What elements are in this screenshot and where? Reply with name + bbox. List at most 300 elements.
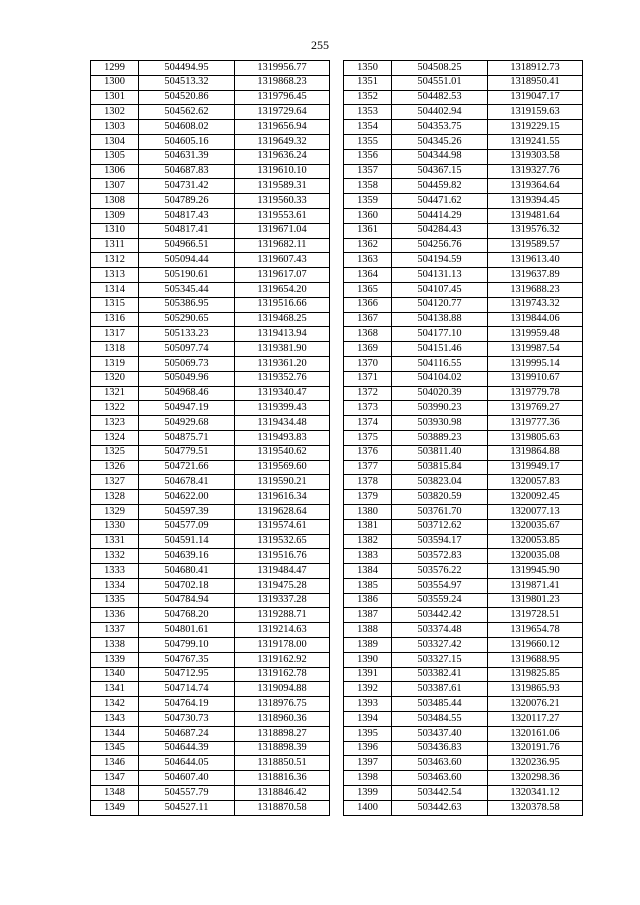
- point-number-cell: 1342: [91, 697, 139, 712]
- x-coordinate-cell: 504120.77: [392, 297, 488, 312]
- table-row: [344, 682, 583, 697]
- y-coordinate-cell: 1318960.36: [235, 712, 330, 727]
- table-row: [91, 268, 330, 283]
- table-row: [91, 549, 330, 564]
- x-coordinate-cell: 503442.54: [392, 786, 488, 801]
- point-number-cell: 1349: [91, 800, 139, 815]
- y-coordinate-cell: 1319574.61: [235, 519, 330, 534]
- table-row: [344, 253, 583, 268]
- x-coordinate-cell: 504104.02: [392, 371, 488, 386]
- table-row: [91, 208, 330, 223]
- point-number-cell: 1304: [91, 134, 139, 149]
- point-number-cell: 1364: [344, 268, 392, 283]
- table-row: [91, 608, 330, 623]
- point-number-cell: 1313: [91, 268, 139, 283]
- table-row: [91, 490, 330, 505]
- y-coordinate-cell: 1319493.83: [235, 430, 330, 445]
- point-number-cell: 1319: [91, 356, 139, 371]
- x-coordinate-cell: 504177.10: [392, 327, 488, 342]
- y-coordinate-cell: 1319616.34: [235, 490, 330, 505]
- point-number-cell: 1383: [344, 549, 392, 564]
- x-coordinate-cell: 503485.44: [392, 697, 488, 712]
- x-coordinate-cell: 503463.60: [392, 756, 488, 771]
- x-coordinate-cell: 504138.88: [392, 312, 488, 327]
- y-coordinate-cell: 1319394.45: [488, 194, 583, 209]
- x-coordinate-cell: 503594.17: [392, 534, 488, 549]
- point-number-cell: 1371: [344, 371, 392, 386]
- y-coordinate-cell: 1320076.21: [488, 697, 583, 712]
- table-row: [91, 697, 330, 712]
- table-row: [344, 194, 583, 209]
- point-number-cell: 1396: [344, 741, 392, 756]
- y-coordinate-cell: 1319589.31: [235, 179, 330, 194]
- table-row: [344, 504, 583, 519]
- point-number-cell: 1357: [344, 164, 392, 179]
- x-coordinate-cell: 504678.41: [139, 475, 235, 490]
- x-coordinate-cell: 504622.00: [139, 490, 235, 505]
- point-number-cell: 1336: [91, 608, 139, 623]
- table-row: [344, 282, 583, 297]
- x-coordinate-cell: 503811.40: [392, 445, 488, 460]
- x-coordinate-cell: 503327.15: [392, 652, 488, 667]
- point-number-cell: 1308: [91, 194, 139, 209]
- point-number-cell: 1353: [344, 105, 392, 120]
- y-coordinate-cell: 1319688.95: [488, 652, 583, 667]
- table-row: [91, 120, 330, 135]
- x-coordinate-cell: 505290.65: [139, 312, 235, 327]
- x-coordinate-cell: 504256.76: [392, 238, 488, 253]
- y-coordinate-cell: 1319340.47: [235, 386, 330, 401]
- x-coordinate-cell: 504731.42: [139, 179, 235, 194]
- point-number-cell: 1317: [91, 327, 139, 342]
- point-number-cell: 1378: [344, 475, 392, 490]
- x-coordinate-cell: 503761.70: [392, 504, 488, 519]
- y-coordinate-cell: 1319777.36: [488, 416, 583, 431]
- table-row: [344, 179, 583, 194]
- point-number-cell: 1332: [91, 549, 139, 564]
- y-coordinate-cell: 1320191.76: [488, 741, 583, 756]
- table-row: [91, 327, 330, 342]
- point-number-cell: 1363: [344, 253, 392, 268]
- table-row: [91, 75, 330, 90]
- table-row: [344, 638, 583, 653]
- table-row: [344, 268, 583, 283]
- table-row: [91, 756, 330, 771]
- x-coordinate-cell: 504644.05: [139, 756, 235, 771]
- y-coordinate-cell: 1319628.64: [235, 504, 330, 519]
- x-coordinate-cell: 504799.10: [139, 638, 235, 653]
- x-coordinate-cell: 503327.42: [392, 638, 488, 653]
- point-number-cell: 1348: [91, 786, 139, 801]
- x-coordinate-cell: 504730.73: [139, 712, 235, 727]
- table-row: [91, 238, 330, 253]
- point-number-cell: 1326: [91, 460, 139, 475]
- point-number-cell: 1322: [91, 401, 139, 416]
- x-coordinate-cell: 504107.45: [392, 282, 488, 297]
- y-coordinate-cell: 1319796.45: [235, 90, 330, 105]
- point-number-cell: 1300: [91, 75, 139, 90]
- y-coordinate-cell: 1319769.27: [488, 401, 583, 416]
- x-coordinate-cell: 504631.39: [139, 149, 235, 164]
- x-coordinate-cell: 504764.19: [139, 697, 235, 712]
- point-number-cell: 1323: [91, 416, 139, 431]
- y-coordinate-cell: 1319229.15: [488, 120, 583, 135]
- point-number-cell: 1366: [344, 297, 392, 312]
- x-coordinate-cell: 505345.44: [139, 282, 235, 297]
- table-row: [91, 652, 330, 667]
- x-coordinate-cell: 504966.51: [139, 238, 235, 253]
- table-row: [91, 786, 330, 801]
- point-number-cell: 1351: [344, 75, 392, 90]
- x-coordinate-cell: 504817.41: [139, 223, 235, 238]
- point-number-cell: 1386: [344, 593, 392, 608]
- point-number-cell: 1345: [91, 741, 139, 756]
- table-row: [344, 519, 583, 534]
- x-coordinate-cell: 504020.39: [392, 386, 488, 401]
- x-coordinate-cell: 505133.23: [139, 327, 235, 342]
- x-coordinate-cell: 503815.84: [392, 460, 488, 475]
- point-number-cell: 1306: [91, 164, 139, 179]
- x-coordinate-cell: 504702.18: [139, 578, 235, 593]
- y-coordinate-cell: 1319682.11: [235, 238, 330, 253]
- y-coordinate-cell: 1319610.10: [235, 164, 330, 179]
- point-number-cell: 1301: [91, 90, 139, 105]
- y-coordinate-cell: 1319178.00: [235, 638, 330, 653]
- y-coordinate-cell: 1318898.27: [235, 726, 330, 741]
- y-coordinate-cell: 1319613.40: [488, 253, 583, 268]
- y-coordinate-cell: 1319660.12: [488, 638, 583, 653]
- x-coordinate-cell: 504482.53: [392, 90, 488, 105]
- point-number-cell: 1337: [91, 623, 139, 638]
- y-coordinate-cell: 1319945.90: [488, 564, 583, 579]
- x-coordinate-cell: 504789.26: [139, 194, 235, 209]
- x-coordinate-cell: 504353.75: [392, 120, 488, 135]
- x-coordinate-cell: 504712.95: [139, 667, 235, 682]
- y-coordinate-cell: 1319288.71: [235, 608, 330, 623]
- x-coordinate-cell: 504784.94: [139, 593, 235, 608]
- y-coordinate-cell: 1320298.36: [488, 771, 583, 786]
- y-coordinate-cell: 1319381.90: [235, 342, 330, 357]
- point-number-cell: 1321: [91, 386, 139, 401]
- table-row: [344, 578, 583, 593]
- x-coordinate-cell: 503437.40: [392, 726, 488, 741]
- table-row: [344, 534, 583, 549]
- table-row: [91, 371, 330, 386]
- table-row: [344, 61, 583, 76]
- table-row: [344, 386, 583, 401]
- point-number-cell: 1380: [344, 504, 392, 519]
- y-coordinate-cell: 1319801.23: [488, 593, 583, 608]
- point-number-cell: 1377: [344, 460, 392, 475]
- point-number-cell: 1365: [344, 282, 392, 297]
- table-row: [91, 223, 330, 238]
- table-row: [91, 164, 330, 179]
- x-coordinate-cell: 505094.44: [139, 253, 235, 268]
- x-coordinate-cell: 504471.62: [392, 194, 488, 209]
- point-number-cell: 1325: [91, 445, 139, 460]
- table-row: [344, 401, 583, 416]
- point-number-cell: 1314: [91, 282, 139, 297]
- y-coordinate-cell: 1319484.47: [235, 564, 330, 579]
- y-coordinate-cell: 1320077.13: [488, 504, 583, 519]
- x-coordinate-cell: 504607.40: [139, 771, 235, 786]
- coordinates-table-right: [343, 60, 583, 816]
- point-number-cell: 1334: [91, 578, 139, 593]
- point-number-cell: 1340: [91, 667, 139, 682]
- y-coordinate-cell: 1318816.36: [235, 771, 330, 786]
- point-number-cell: 1355: [344, 134, 392, 149]
- table-row: [344, 416, 583, 431]
- y-coordinate-cell: 1318912.73: [488, 61, 583, 76]
- y-coordinate-cell: 1319241.55: [488, 134, 583, 149]
- y-coordinate-cell: 1319576.32: [488, 223, 583, 238]
- page-number: 255: [311, 38, 329, 52]
- x-coordinate-cell: 503823.04: [392, 475, 488, 490]
- y-coordinate-cell: 1319868.23: [235, 75, 330, 90]
- point-number-cell: 1312: [91, 253, 139, 268]
- y-coordinate-cell: 1319864.88: [488, 445, 583, 460]
- x-coordinate-cell: 504577.09: [139, 519, 235, 534]
- point-number-cell: 1369: [344, 342, 392, 357]
- table-row: [91, 445, 330, 460]
- y-coordinate-cell: 1319468.25: [235, 312, 330, 327]
- x-coordinate-cell: 504597.39: [139, 504, 235, 519]
- point-number-cell: 1376: [344, 445, 392, 460]
- table-row: [91, 771, 330, 786]
- point-number-cell: 1367: [344, 312, 392, 327]
- y-coordinate-cell: 1319399.43: [235, 401, 330, 416]
- x-coordinate-cell: 504767.35: [139, 652, 235, 667]
- table-row: [344, 327, 583, 342]
- x-coordinate-cell: 504929.68: [139, 416, 235, 431]
- y-coordinate-cell: 1319779.78: [488, 386, 583, 401]
- point-number-cell: 1375: [344, 430, 392, 445]
- x-coordinate-cell: 504687.83: [139, 164, 235, 179]
- table-row: [344, 149, 583, 164]
- x-coordinate-cell: 504591.14: [139, 534, 235, 549]
- x-coordinate-cell: 504151.46: [392, 342, 488, 357]
- x-coordinate-cell: 504768.20: [139, 608, 235, 623]
- y-coordinate-cell: 1319987.54: [488, 342, 583, 357]
- table-row: [344, 297, 583, 312]
- y-coordinate-cell: 1319327.76: [488, 164, 583, 179]
- point-number-cell: 1398: [344, 771, 392, 786]
- y-coordinate-cell: 1319475.28: [235, 578, 330, 593]
- table-row: [91, 593, 330, 608]
- y-coordinate-cell: 1319728.51: [488, 608, 583, 623]
- y-coordinate-cell: 1319303.58: [488, 149, 583, 164]
- x-coordinate-cell: 503436.83: [392, 741, 488, 756]
- table-row: [91, 682, 330, 697]
- table-row: [91, 105, 330, 120]
- x-coordinate-cell: 503820.59: [392, 490, 488, 505]
- y-coordinate-cell: 1320236.95: [488, 756, 583, 771]
- x-coordinate-cell: 505049.96: [139, 371, 235, 386]
- table-row: [344, 312, 583, 327]
- x-coordinate-cell: 504494.95: [139, 61, 235, 76]
- x-coordinate-cell: 504779.51: [139, 445, 235, 460]
- x-coordinate-cell: 504414.29: [392, 208, 488, 223]
- point-number-cell: 1360: [344, 208, 392, 223]
- y-coordinate-cell: 1319617.07: [235, 268, 330, 283]
- point-number-cell: 1391: [344, 667, 392, 682]
- point-number-cell: 1379: [344, 490, 392, 505]
- point-number-cell: 1352: [344, 90, 392, 105]
- table-row: [344, 741, 583, 756]
- y-coordinate-cell: 1318950.41: [488, 75, 583, 90]
- y-coordinate-cell: 1319865.93: [488, 682, 583, 697]
- point-number-cell: 1338: [91, 638, 139, 653]
- table-row: [344, 549, 583, 564]
- y-coordinate-cell: 1319047.17: [488, 90, 583, 105]
- table-row: [91, 504, 330, 519]
- table-row: [344, 652, 583, 667]
- y-coordinate-cell: 1319481.64: [488, 208, 583, 223]
- table-row: [344, 445, 583, 460]
- table-row: [91, 90, 330, 105]
- x-coordinate-cell: 504459.82: [392, 179, 488, 194]
- table-row: [344, 490, 583, 505]
- x-coordinate-cell: 503572.83: [392, 549, 488, 564]
- table-row: [344, 564, 583, 579]
- y-coordinate-cell: 1319637.89: [488, 268, 583, 283]
- table-row: [91, 253, 330, 268]
- table-row: [91, 149, 330, 164]
- point-number-cell: 1397: [344, 756, 392, 771]
- x-coordinate-cell: 503463.60: [392, 771, 488, 786]
- point-number-cell: 1384: [344, 564, 392, 579]
- table-row: [344, 712, 583, 727]
- point-number-cell: 1394: [344, 712, 392, 727]
- x-coordinate-cell: 504557.79: [139, 786, 235, 801]
- x-coordinate-cell: 504520.86: [139, 90, 235, 105]
- y-coordinate-cell: 1319364.64: [488, 179, 583, 194]
- x-coordinate-cell: 504801.61: [139, 623, 235, 638]
- point-number-cell: 1341: [91, 682, 139, 697]
- x-coordinate-cell: 503382.41: [392, 667, 488, 682]
- point-number-cell: 1358: [344, 179, 392, 194]
- table-row: [344, 75, 583, 90]
- y-coordinate-cell: 1319532.65: [235, 534, 330, 549]
- point-number-cell: 1372: [344, 386, 392, 401]
- table-row: [344, 771, 583, 786]
- x-coordinate-cell: 504508.25: [392, 61, 488, 76]
- table-row: [344, 342, 583, 357]
- x-coordinate-cell: 504968.46: [139, 386, 235, 401]
- y-coordinate-cell: 1319361.20: [235, 356, 330, 371]
- table-row: [344, 105, 583, 120]
- y-coordinate-cell: 1319434.48: [235, 416, 330, 431]
- point-number-cell: 1399: [344, 786, 392, 801]
- x-coordinate-cell: 503559.24: [392, 593, 488, 608]
- y-coordinate-cell: 1319729.64: [235, 105, 330, 120]
- point-number-cell: 1303: [91, 120, 139, 135]
- y-coordinate-cell: 1319743.32: [488, 297, 583, 312]
- point-number-cell: 1393: [344, 697, 392, 712]
- table-row: [91, 401, 330, 416]
- y-coordinate-cell: 1319516.76: [235, 549, 330, 564]
- point-number-cell: 1329: [91, 504, 139, 519]
- table-row: [91, 519, 330, 534]
- x-coordinate-cell: 504562.62: [139, 105, 235, 120]
- point-number-cell: 1331: [91, 534, 139, 549]
- table-row: [344, 593, 583, 608]
- y-coordinate-cell: 1319516.66: [235, 297, 330, 312]
- table-row: [344, 475, 583, 490]
- x-coordinate-cell: 504721.66: [139, 460, 235, 475]
- y-coordinate-cell: 1319671.04: [235, 223, 330, 238]
- y-coordinate-cell: 1319844.06: [488, 312, 583, 327]
- table-row: [91, 297, 330, 312]
- point-number-cell: 1311: [91, 238, 139, 253]
- point-number-cell: 1333: [91, 564, 139, 579]
- y-coordinate-cell: 1319607.43: [235, 253, 330, 268]
- x-coordinate-cell: 503442.63: [392, 800, 488, 815]
- x-coordinate-cell: 503554.97: [392, 578, 488, 593]
- y-coordinate-cell: 1320053.85: [488, 534, 583, 549]
- table-row: [344, 786, 583, 801]
- table-row: [91, 416, 330, 431]
- x-coordinate-cell: 503576.22: [392, 564, 488, 579]
- table-row: [344, 371, 583, 386]
- point-number-cell: 1381: [344, 519, 392, 534]
- y-coordinate-cell: 1318898.39: [235, 741, 330, 756]
- y-coordinate-cell: 1319553.61: [235, 208, 330, 223]
- y-coordinate-cell: 1319959.48: [488, 327, 583, 342]
- x-coordinate-cell: 504644.39: [139, 741, 235, 756]
- x-coordinate-cell: 504402.94: [392, 105, 488, 120]
- y-coordinate-cell: 1319560.33: [235, 194, 330, 209]
- table-row: [91, 356, 330, 371]
- x-coordinate-cell: 504875.71: [139, 430, 235, 445]
- table-row: [91, 564, 330, 579]
- x-coordinate-cell: 504527.11: [139, 800, 235, 815]
- y-coordinate-cell: 1319654.20: [235, 282, 330, 297]
- y-coordinate-cell: 1319094.88: [235, 682, 330, 697]
- point-number-cell: 1400: [344, 800, 392, 815]
- x-coordinate-cell: 503930.98: [392, 416, 488, 431]
- x-coordinate-cell: 504947.19: [139, 401, 235, 416]
- y-coordinate-cell: 1320035.67: [488, 519, 583, 534]
- table-row: [91, 430, 330, 445]
- point-number-cell: 1343: [91, 712, 139, 727]
- y-coordinate-cell: 1320057.83: [488, 475, 583, 490]
- y-coordinate-cell: 1319805.63: [488, 430, 583, 445]
- table-row: [344, 134, 583, 149]
- y-coordinate-cell: 1320092.45: [488, 490, 583, 505]
- x-coordinate-cell: 504344.98: [392, 149, 488, 164]
- table-row: [91, 638, 330, 653]
- table-row: [91, 342, 330, 357]
- y-coordinate-cell: 1319656.94: [235, 120, 330, 135]
- table-row: [91, 61, 330, 76]
- table-row: [91, 800, 330, 815]
- point-number-cell: 1388: [344, 623, 392, 638]
- table-row: [344, 356, 583, 371]
- y-coordinate-cell: 1320035.08: [488, 549, 583, 564]
- table-row: [91, 741, 330, 756]
- x-coordinate-cell: 504284.43: [392, 223, 488, 238]
- x-coordinate-cell: 504131.13: [392, 268, 488, 283]
- y-coordinate-cell: 1319214.63: [235, 623, 330, 638]
- table-row: [91, 712, 330, 727]
- point-number-cell: 1344: [91, 726, 139, 741]
- y-coordinate-cell: 1319825.85: [488, 667, 583, 682]
- y-coordinate-cell: 1319413.94: [235, 327, 330, 342]
- point-number-cell: 1347: [91, 771, 139, 786]
- x-coordinate-cell: 504680.41: [139, 564, 235, 579]
- table-row: [344, 90, 583, 105]
